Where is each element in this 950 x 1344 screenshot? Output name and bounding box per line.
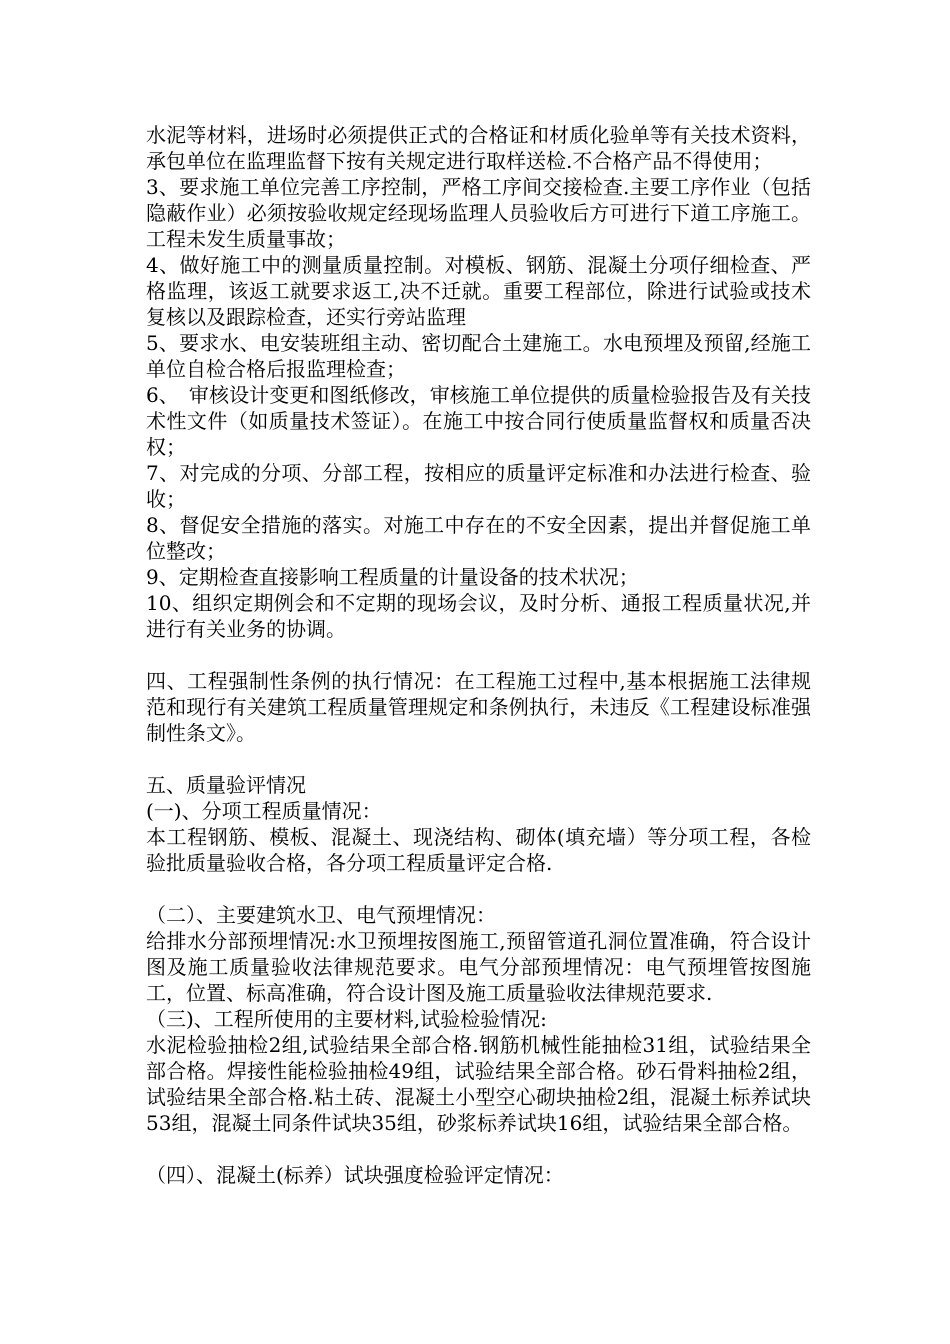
paragraph-item-10: 10、组织定期例会和不定期的现场会议，及时分析、通报工程质量状况,并进行有关业务的协调。 — [146, 591, 811, 641]
spacer — [146, 642, 811, 668]
paragraph-materials: 水泥等材料，进场时必须提供正式的合格证和材质化验单等有关技术资料，承包单位在监理监督下按有关规定进行取样送检.不合格产品不得使用； — [146, 123, 811, 173]
subsection-4-title: （四）、混凝土(标养）试块强度检验评定情况： — [146, 1163, 564, 1187]
spacer — [146, 746, 811, 772]
section-5-title: 五、质量验评情况 — [146, 773, 306, 797]
subsection-2-text: 给排水分部预埋情况:水卫预埋按图施工,预留管道孔洞位置准确，符合设计图及施工质量验收法律规范要求。电气分部预埋情况：电气预埋管按图施工，位置、标高准确，符合设计图及施工质量验收法律规范要求. — [146, 929, 811, 1005]
paragraph-item-9: 9、定期检查直接影响工程质量的计量设备的技术状况； — [146, 565, 639, 589]
section-4-text: 四、工程强制性条例的执行情况：在工程施工过程中,基本根据施工法律规范和现行有关建筑工程质量管理规定和条例执行，未违反《工程建设标准强制性条文》。 — [146, 669, 811, 745]
spacer — [146, 1136, 811, 1162]
subsection-3-title: （三)、工程所使用的主要材料,试验检验情况: — [146, 1007, 547, 1031]
paragraph-item-7: 7、对完成的分项、分部工程，按相应的质量评定标准和办法进行检查、验收； — [146, 461, 811, 511]
paragraph-item-6: 6、 审核设计变更和图纸修改，审核施工单位提供的质量检验报告及有关技术性文件（如质量技术签证）。在施工中按合同行使质量监督权和质量否决权； — [146, 383, 811, 459]
paragraph-item-5: 5、要求水、电安装班组主动、密切配合土建施工。水电预埋及预留,经施工单位自检合格后报监理检查； — [146, 331, 811, 381]
subsection-1-title: (一)、分项工程质量情况： — [146, 799, 382, 823]
subsection-1-text: 本工程钢筋、模板、混凝土、现浇结构、砌体(填充墙）等分项工程，各检验批质量验收合格，各分项工程质量评定合格. — [146, 825, 811, 875]
document-page — [146, 122, 811, 1188]
paragraph-item-3: 3、要求施工单位完善工序控制，严格工序间交接检查.主要工序作业（包括隐蔽作业）必须按验收规定经现场监理人员验收后方可进行下道工序施工。工程未发生质量事故； — [146, 175, 811, 251]
spacer — [146, 876, 811, 902]
subsection-3-text: 水泥检验抽检2组,试验结果全部合格.钢筋机械性能抽检31组，试验结果全部合格。焊接性能检验抽检49组，试验结果全部合格。砂石骨料抽检2组，试验结果全部合格.粘土砖、混凝土小型空心砌块抽检2组，混凝土标养试块53组，混凝土同条件试块35组，砂浆标养试块16组，试验结果全部合格。 — [146, 1033, 811, 1135]
paragraph-item-4: 4、做好施工中的测量质量控制。对模板、钢筋、混凝土分项仔细检查、严格监理，该返工就要求返工,决不迁就。重要工程部位，除进行试验或技术复核以及跟踪检查，还实行旁站监理 — [146, 253, 811, 329]
paragraph-item-8: 8、督促安全措施的落实。对施工中存在的不安全因素，提出并督促施工单位整改； — [146, 513, 811, 563]
subsection-2-title: （二）、主要建筑水卫、电气预埋情况： — [146, 903, 496, 927]
